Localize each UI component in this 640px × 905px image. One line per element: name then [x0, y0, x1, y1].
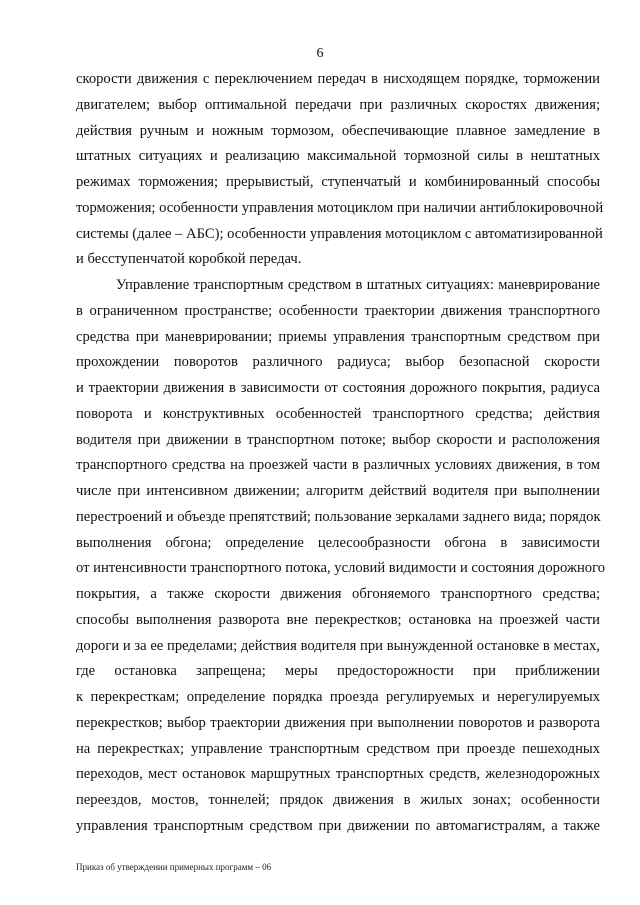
text-line: выполнения обгона; определение целесообразности обгона в зависимости	[76, 534, 600, 551]
page-number: 6	[316, 46, 324, 61]
text-line: покрытия, а также скорости движения обгоняемого транспортного средства;	[76, 586, 600, 602]
body-text	[76, 67, 605, 840]
text-line: Управление транспортным средством в штатных ситуациях: маневрирование	[116, 277, 600, 293]
text-line: к перекресткам; определение порядка проезда регулируемых и нерегулируемых	[76, 689, 600, 705]
text-line: двигателем; выбор оптимальной передачи при различных скоростях движения;	[76, 96, 600, 113]
text-line: транспортного средства на проезжей части в различных условиях движения, в том	[76, 457, 600, 474]
text-line: перекрестков; выбор траектории движения при выполнении поворотов и разворота	[76, 714, 600, 731]
page-footer: Приказ об утверждении примерных программ – 06	[76, 862, 272, 872]
text-line: переездов, мостов, тоннелей; прядок движения в жилых зонах; особенности	[76, 792, 600, 808]
text-line: штатных ситуациях и реализацию максимальной тормозной силы в нештатных	[76, 148, 600, 165]
text-line: средства при маневрировании; приемы управления транспортным средством при	[76, 328, 600, 345]
text-line: управления транспортным средством при движении по автомагистралям, а также	[76, 817, 600, 834]
text-line: числе при интенсивном движении; алгоритм действий водителя при выполнении	[76, 483, 600, 499]
text-line: перестроений и объезде препятствий; пользование зеркалами заднего вида; порядок	[76, 508, 601, 525]
text-line: торможения; особенности управления мотоциклом при наличии антиблокировочной	[76, 199, 604, 216]
text-line: от интенсивности транспортного потока, условий видимости и состояния дорожного	[76, 560, 605, 577]
text-line: водителя при движении в транспортном потоке; выбор скорости и расположения	[76, 431, 600, 448]
paragraph-1	[76, 67, 604, 273]
text-line: переходов, мест остановок маршрутных транспортных средств, железнодорожных	[76, 766, 600, 783]
text-line: способы выполнения разворота вне перекрестков; остановка на проезжей части	[76, 611, 600, 628]
text-line: на перекрестках; управление транспортным средством при проезде пешеходных	[76, 740, 600, 757]
text-line: системы (далее – АБС); особенности управления мотоциклом с автоматизированной	[76, 225, 603, 242]
text-line: и траектории движения в зависимости от состояния дорожного покрытия, радиуса	[76, 380, 600, 396]
text-line: режимах торможения; прерывистый, ступенчатый и комбинированный способы	[76, 174, 600, 190]
text-line: действия ручным и ножным тормозом, обеспечивающие плавное замедление в	[76, 122, 600, 139]
text-line: скорости движения с переключением передач в нисходящем порядке, торможении	[76, 71, 600, 87]
text-line: поворота и конструктивных особенностей транспортного средства; действия	[76, 405, 600, 422]
text-line: прохождении поворотов различного радиуса; выбор безопасной скорости	[76, 354, 600, 371]
paragraph-2	[76, 273, 605, 840]
text-line: и бесступенчатой коробкой передач.	[76, 251, 302, 268]
text-line: дороги и за ее пределами; действия водителя при вынужденной остановке в местах,	[76, 637, 600, 654]
text-line: где остановка запрещена; меры предосторожности при приближении	[76, 663, 600, 680]
text-line: в ограниченном пространстве; особенности траектории движения транспортного	[76, 302, 600, 319]
